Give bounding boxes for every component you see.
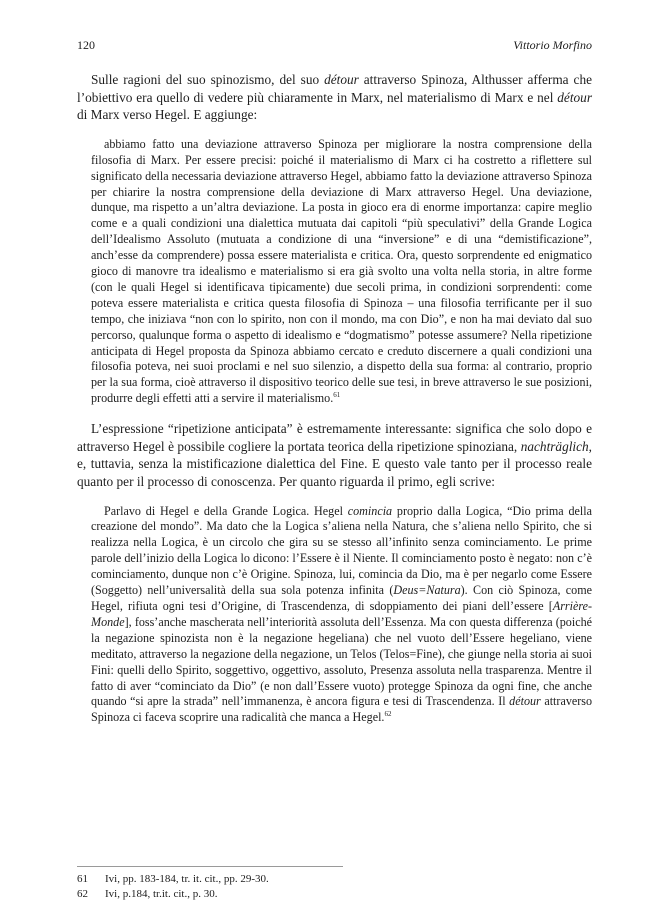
footnote-rule <box>77 866 343 867</box>
footnote-reference: 61 <box>333 391 341 400</box>
text-run: abbiamo fatto una deviazione attraverso Spinoza per migliorare la nostra comprensione della filosofia di Marx. Per essere precisi: poiché il materialismo di Marx ci ha costretto a riflettere sul significato della necessaria deviazione attraverso Hegel, abbiamo fatto la deviazione attraverso Spinoza per chiarire la nostra comprensione della deviazione di Marx attraverso Hegel. Una deviazione, dunque, ma rispetto a un’altra deviazione. La posta in gioco era di enorme importanza: capire meglio come e a quali condizioni una dialettica mutuata dai capitoli “più speculativi” della Grande Logica dell’Idealismo Assoluto (mutuata a condizione di una “inversione” e di una “demistificazione”, anch’esse da comprendere) possa essere materialista e critica. Ora, questo sorprendente ed enigmatico gioco di manovre tra idealismo e materialismo si era già svolto una volta nella storia, in altre forme (con le quali Hegel si identificava tipicamente) due secoli prima, in condizioni sorprendenti: come poteva essere materialista e critica questa filosofia di Spinoza – una filosofia terrificante per il suo tempo, che iniziava “non con lo spirito, non con il mondo, ma con Dio”, e non ha mai deviato dal suo percorso, qualunque forma o aspetto di idealismo e “dogmatismo” potesse assumere? Nella ripetizione anticipata di Hegel proposta da Spinoza abbiamo cercato e creduto discernere a quali condizioni una filosofia poteva, nei suoi proclami e nel suo silenzio, a dispetto della sua forma: al contrario, proprio per la sua forma, cioè attraverso il dispositivo teorico delle sue tesi, in breve attraverso le sue posizioni, produrre degli effetti atti a servire il materialismo. <box>91 136 593 406</box>
italic-text: détour <box>509 694 541 709</box>
text-run: L’espressione “ripetizione anticipata” è estremamente interessante: significa che solo dopo e attraverso Hegel è possibile cogliere la portata teorica della ripetizione spinoziana, <box>77 421 592 454</box>
footnote-text: Ivi, pp. 183-184, tr. it. cit., pp. 29-30. <box>105 873 269 885</box>
running-author: Vittorio Morfino <box>513 38 592 52</box>
text-run: ). Con ciò Spinoza, come Hegel, rifiuta ogni tesi d’Origine, di Trascendenza, di sdoppiamento dei piani dell’essere [ <box>91 583 592 613</box>
footnote-62 <box>77 887 269 902</box>
paragraph-2 <box>77 420 592 490</box>
footnotes <box>77 872 269 902</box>
italic-text: Arrière-Monde <box>91 599 592 629</box>
italic-text: Deus=Natura <box>393 583 461 598</box>
text-run: proprio dalla Logica, “Dio prima della creazione del mondo”. Ma dato che la Logica s’aliena nella Natura, che s’aliena nello Spirito, che si realizza nella Logica, è un circolo che gira su se stesso all’infinito senza cominciamento. Le prime parole dell’inizio della Logica lo dicono: l’Essere è il Niente. Il cominciamento posto è negato: non c’è cominciamento, dunque non c’è Origine. Spinoza, lui, comincia da Dio, ma è per negarlo come Essere (Soggetto) nell’universalità della sua sola potenza infinita ( <box>91 503 592 598</box>
text-run: , e, tuttavia, senza la mistificazione dialettica del Fine. E questo vale tanto per il processo reale quanto per il processo di conoscenza. Per quanto riguarda il primo, egli scrive: <box>77 438 592 489</box>
footnote-number: 62 <box>77 888 88 900</box>
running-header <box>77 38 592 53</box>
page-number: 120 <box>77 38 95 52</box>
italic-text: détour <box>557 89 592 105</box>
italic-text: comincia <box>347 503 393 518</box>
text-run: Sulle ragioni del suo spinozismo, del suo <box>91 72 325 87</box>
text-run: ], foss’anche mascherata nell’interiorità assoluta dell’Essenza. Ma con questa differenza (poiché la negazione spinozista non è la negazione hegeliana) che nel vuoto dell’Essere hegeliano, viene meditato, attraverso la negazione della negazione, un Telos (Telos=Fine), che giunge nella storia ai suoi Fini: quelli dello Spirito, soggettivo, oggettivo, assoluto, Presenza assoluta nella trasparenza. Mentre il fatto di aver “cominciato da Dio” (e non dall’Essere vuoto) protegge Spinoza da ogni fine, che anche quando “si apre la strada” nell’immanenza, è ancora figura e tesi di Trascendenza. Il <box>91 614 592 709</box>
block-quote-2 <box>91 504 592 727</box>
block-quote-1 <box>91 137 592 407</box>
italic-text: nachträglich <box>520 438 589 454</box>
text-run: attraverso Spinoza, Althusser afferma che l’obiettivo era quello di vedere più chiaramente in Marx, nel materialismo di Marx e nel <box>77 72 592 105</box>
footnote-61 <box>77 872 269 887</box>
text-run: di Marx verso Hegel. E aggiunge: <box>77 107 258 123</box>
footnote-text: Ivi, p.184, tr.it. cit., p. 30. <box>105 888 218 900</box>
text-run: attraverso Spinoza ci faceva scoprire una radicalità che manca a Hegel. <box>91 694 593 725</box>
footnote-reference: 62 <box>384 710 392 719</box>
footnote-number: 61 <box>77 873 88 885</box>
italic-text: détour <box>324 72 359 87</box>
main-text <box>77 71 592 739</box>
text-run: Parlavo di Hegel e della Grande Logica. Hegel <box>104 503 348 518</box>
paragraph-1 <box>77 71 592 124</box>
